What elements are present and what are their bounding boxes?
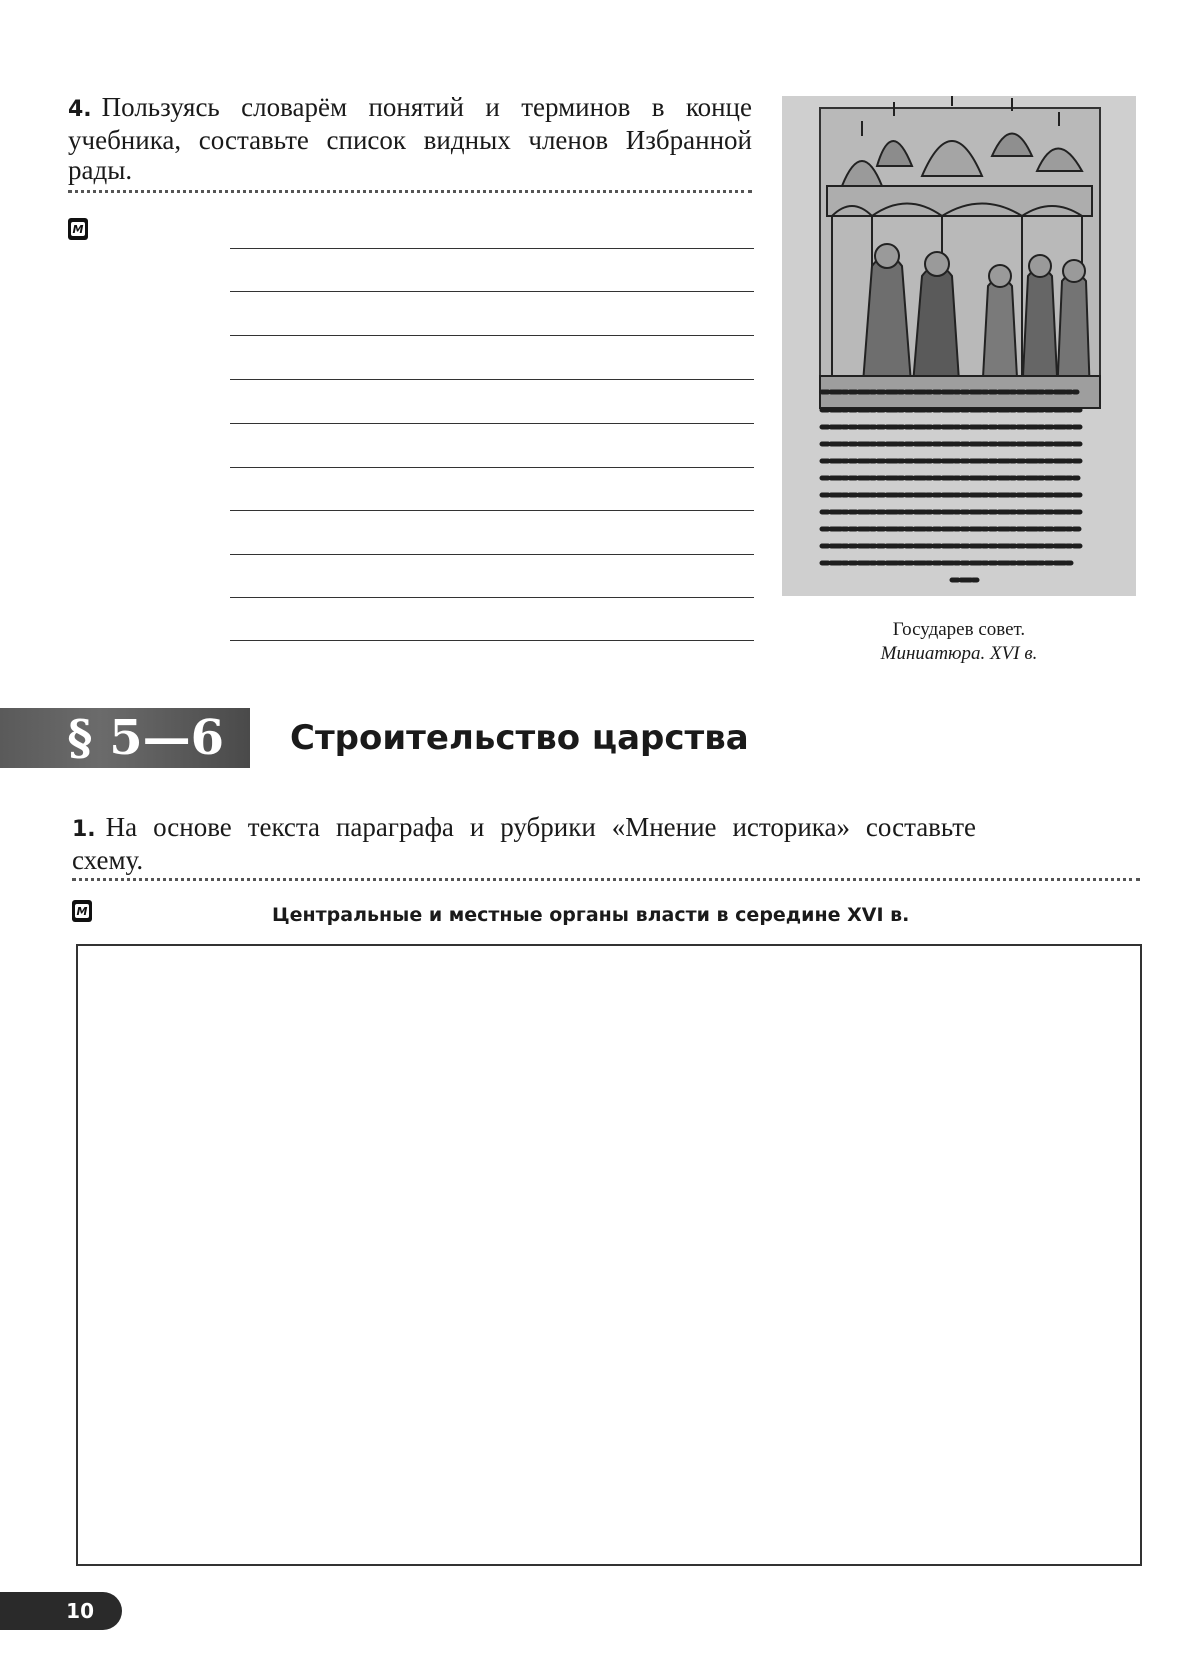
task-1-text: На основе текста параграфа и рубрики «Мнение историка» составьте схему.	[72, 812, 976, 875]
page-number	[0, 1592, 122, 1630]
scheme-answer-box[interactable]	[76, 944, 1142, 1566]
section-number: § 5—6	[67, 710, 224, 766]
miniature-image	[782, 96, 1136, 596]
answer-line[interactable]	[230, 335, 754, 336]
task-1	[72, 812, 976, 875]
task-1-number: 1.	[72, 817, 96, 842]
workbook-m-icon: М	[68, 218, 88, 240]
miniature-illustration	[782, 96, 1136, 596]
answer-line[interactable]	[230, 640, 754, 641]
task-4-number: 4.	[68, 97, 92, 122]
caption-title: Государев совет.	[892, 619, 1026, 640]
answer-line[interactable]	[230, 248, 754, 249]
illustration-caption	[842, 618, 1076, 666]
answer-line[interactable]	[230, 379, 754, 380]
task-4-divider	[68, 190, 752, 193]
answer-line[interactable]	[230, 291, 754, 292]
page-number-label: 10	[66, 1599, 94, 1623]
answer-line[interactable]	[230, 510, 754, 511]
answer-line[interactable]	[230, 597, 754, 598]
task-4	[68, 92, 752, 185]
answer-line[interactable]	[230, 423, 754, 424]
section-title: Строительство царства	[290, 718, 749, 758]
section-badge	[0, 708, 250, 768]
task-1-divider	[72, 878, 1140, 881]
scheme-title: Центральные и местные органы власти в середине XVI в.	[272, 904, 910, 926]
task-4-text: Пользуясь словарём понятий и терминов в конце учебника, составьте список видных членов Избранной рады.	[68, 92, 752, 185]
caption-subtitle: Миниатюра. XVI в.	[880, 643, 1038, 664]
answer-line[interactable]	[230, 554, 754, 555]
answer-line[interactable]	[230, 467, 754, 468]
workbook-m-icon: М	[72, 900, 92, 922]
